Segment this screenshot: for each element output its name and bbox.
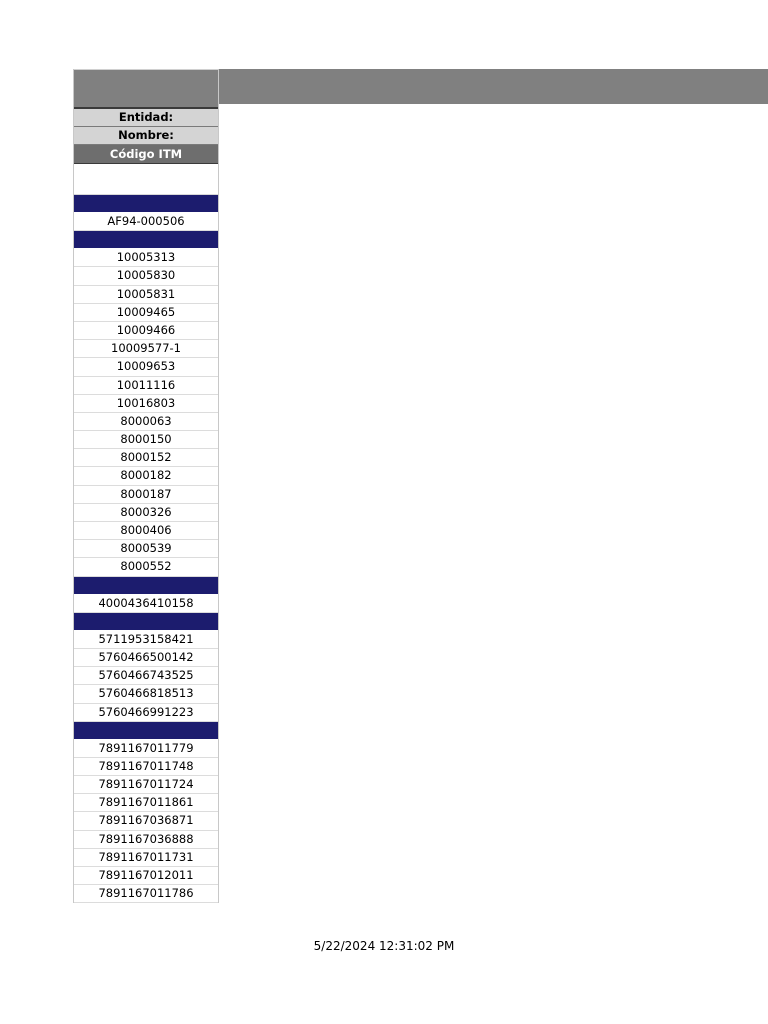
code-row: 8000406 [74,522,218,540]
code-row: 10009577-1 [74,340,218,358]
code-row: 8000150 [74,431,218,449]
code-row: 4000436410158 [74,595,218,613]
code-row: 5760466500142 [74,649,218,667]
code-row: 10005313 [74,249,218,267]
blank-row [74,164,218,195]
entity-label: Entidad: [74,109,218,127]
group-separator-band [74,231,218,249]
code-row: 5760466818513 [74,685,218,703]
code-row: AF94-000506 [74,213,218,231]
group-separator-band [74,195,218,213]
code-row: 7891167011861 [74,794,218,812]
table-title-block [74,69,218,109]
code-row: 7891167036888 [74,831,218,849]
code-row: 8000187 [74,486,218,504]
code-row: 8000063 [74,413,218,431]
code-row: 10005831 [74,286,218,304]
group-separator-band [74,577,218,595]
code-row: 7891167011779 [74,740,218,758]
code-row: 5760466743525 [74,667,218,685]
group-separator-band [74,613,218,631]
code-groups [74,195,218,903]
code-row: 10011116 [74,377,218,395]
code-row: 8000326 [74,504,218,522]
print-timestamp: 5/22/2024 12:31:02 PM [313,939,455,953]
code-row: 7891167011724 [74,776,218,794]
code-row: 7891167011731 [74,849,218,867]
code-table [73,69,219,903]
code-row: 10005830 [74,267,218,285]
code-row: 8000152 [74,449,218,467]
code-row: 7891167012011 [74,867,218,885]
code-row: 8000182 [74,467,218,485]
code-row: 10009466 [74,322,218,340]
name-label: Nombre: [74,127,218,145]
code-row: 5711953158421 [74,631,218,649]
code-row: 8000552 [74,558,218,576]
code-row: 7891167011786 [74,885,218,903]
report-header-bar [217,69,768,104]
code-row: 10009653 [74,358,218,376]
code-row: 10009465 [74,304,218,322]
code-row: 8000539 [74,540,218,558]
code-row: 10016803 [74,395,218,413]
group-separator-band [74,722,218,740]
code-row: 5760466991223 [74,704,218,722]
code-row: 7891167036871 [74,812,218,830]
code-row: 7891167011748 [74,758,218,776]
code-column-header: Código ITM [74,145,218,164]
